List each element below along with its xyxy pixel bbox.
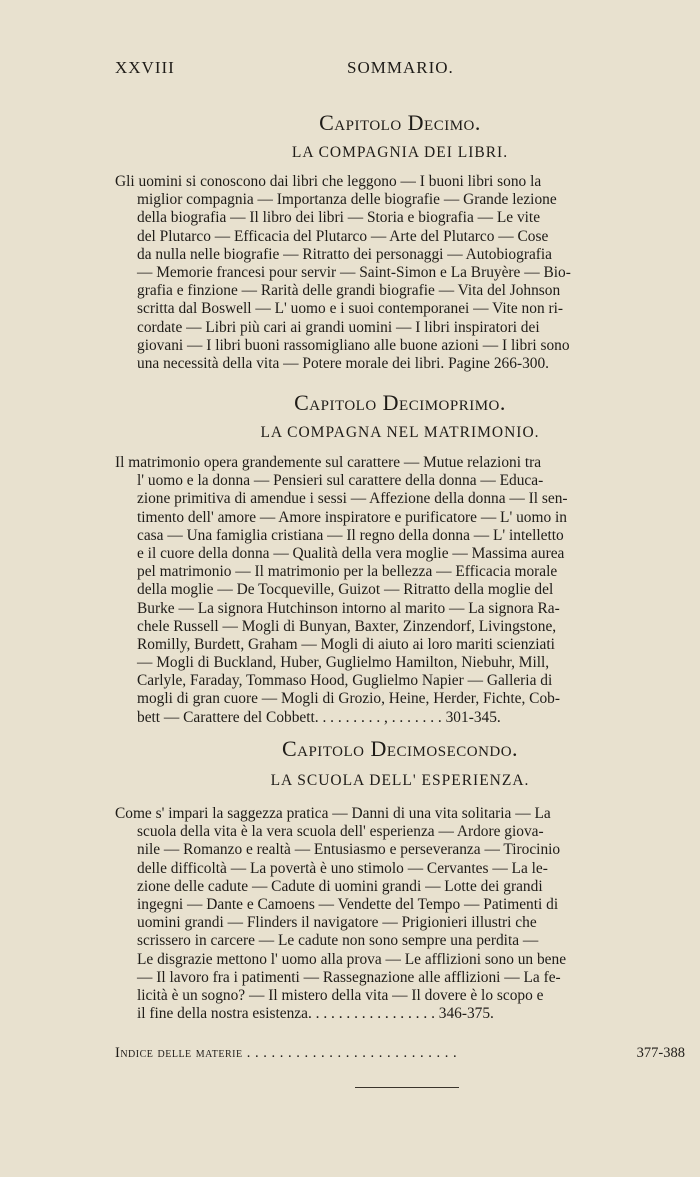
summary-line: una necessità della vita — Potere morale dei libri. Pagine 266-300. — [137, 354, 550, 372]
chapter-12-summary — [115, 805, 685, 1023]
summary-line: scrissero in carcere — Le cadute non sono sempre una perdita — — [137, 932, 539, 950]
closing-rule — [355, 1087, 459, 1088]
summary-line: — Memorie francesi pour servir — Saint-Simon e La Bruyère — Bio- — [137, 263, 571, 281]
summary-line: grafia e finzione — Rarità delle grandi biografie — Vita del Johnson — [137, 282, 561, 300]
page-folio: XXVIII — [115, 58, 175, 77]
chapter-12-heading: Capitolo Decimosecondo. — [281, 736, 519, 761]
summary-line: — Il lavoro fra i patimenti — Rassegnazione alle afflizioni — La fe- — [137, 968, 561, 986]
summary-line: miglior compagnia — Importanza delle biografie — Grande lezione — [137, 191, 557, 209]
index-pages: 377-388 — [636, 1045, 685, 1061]
summary-line: timento dell' amore — Amore inspiratore e purificatore — L' uomo in — [137, 508, 567, 526]
summary-line: Gli uomini si conoscono dai libri che leggono — I buoni libri sono la — [115, 173, 542, 190]
summary-line: della moglie — De Tocqueville, Guizot — Ritratto della moglie del — [137, 581, 554, 599]
chapter-11-subtitle: LA COMPAGNA NEL MATRIMONIO. — [260, 424, 540, 441]
summary-line: l' uomo e la donna — Pensieri sul carattere della donna — Educa- — [137, 472, 544, 490]
summary-line: giovani — I libri buoni rassomigliano alle buone azioni — I libri sono — [137, 336, 570, 354]
summary-line: Le disgrazie mettono l' uomo alla prova — Le afflizioni sono un bene — [137, 950, 567, 968]
summary-line: scritta dal Boswell — L' uomo e i suoi contemporanei — Vite non ri- — [137, 300, 564, 318]
summary-line: Romilly, Burdett, Graham — Mogli di aiuto ai loro mariti scienziati — [137, 635, 555, 653]
chapter-10-heading: Capitolo Decimo. — [319, 110, 481, 135]
summary-line: licità è un sogno? — Il mistero della vita — Il dovere è lo scopo e — [137, 986, 544, 1004]
summary-line: zione primitiva di amendue i sessi — Affezione della donna — Il sen- — [137, 490, 568, 508]
chapter-11-heading: Capitolo Decimoprimo. — [294, 390, 506, 415]
summary-line: cordate — Libri più cari ai grandi uomini — I libri inspiratori dei — [137, 318, 540, 336]
summary-line: della biografia — Il libro dei libri — Storia e biografia — Le vite — [137, 209, 541, 227]
chapter-10-summary — [115, 173, 685, 373]
summary-line: uomini grandi — Flinders il navigatore — Prigionieri illustri che — [137, 914, 537, 932]
running-head-title: SOMMARIO. — [347, 58, 454, 77]
summary-line: — Mogli di Buckland, Huber, Guglielmo Hamilton, Niebuhr, Mill, — [137, 654, 550, 672]
summary-line: e il cuore della donna — Qualità della vera moglie — Massima aurea — [137, 544, 565, 562]
summary-line: pel matrimonio — Il matrimonio per la bellezza — Efficacia morale — [137, 563, 558, 581]
summary-line: zione delle cadute — Cadute di uomini grandi — Lotte dei grandi — [137, 877, 543, 895]
chapter-12-subtitle: LA SCUOLA DELL' ESPERIENZA. — [270, 772, 530, 789]
summary-line: ingegni — Dante e Camoens — Vendette del Tempo — Patimenti di — [137, 895, 559, 913]
summary-line: delle difficoltà — La povertà è uno stimolo — Cervantes — La le- — [137, 859, 548, 877]
chapter-11-summary — [115, 454, 685, 727]
summary-line: bett — Carattere del Cobbett. . . . . . . . . , . . . . . . . 301-345. — [137, 708, 501, 726]
summary-line: il fine della nostra esistenza. . . . . . . . . . . . . . . . . 346-375. — [137, 1005, 494, 1023]
summary-line: chele Russell — Mogli di Bunyan, Baxter, Zinzendorf, Livingstone, — [137, 617, 557, 635]
summary-line: Burke — La signora Hutchinson intorno al marito — La signora Ra- — [137, 599, 560, 617]
summary-line: nile — Romanzo e realtà — Entusiasmo e perseveranza — Tirocinio — [137, 841, 561, 859]
index-entry — [115, 1045, 685, 1062]
summary-line: da nulla nelle biografie — Ritratto dei personaggi — Autobiografia — [137, 245, 553, 263]
summary-line: Il matrimonio opera grandemente sul carattere — Mutue relazioni tra — [115, 454, 542, 471]
summary-line: del Plutarco — Efficacia del Plutarco — Arte del Plutarco — Cose — [137, 227, 549, 245]
summary-line: Come s' impari la saggezza pratica — Danni di una vita solitaria — La — [115, 805, 551, 822]
chapter-10-subtitle: LA COMPAGNIA DEI LIBRI. — [291, 144, 509, 161]
summary-line: Carlyle, Faraday, Tommaso Hood, Guglielmo Napier — Galleria di — [137, 672, 553, 690]
summary-line: casa — Una famiglia cristiana — Il regno della donna — L' intelletto — [137, 526, 564, 544]
index-label: Indice delle materie . . . . . . . . . . . . . . . . . . . . . . . . . . — [115, 1045, 458, 1061]
summary-line: mogli di gran cuore — Mogli di Grozio, Heine, Herder, Fichte, Cob- — [137, 690, 560, 708]
summary-line: scuola della vita è la vera scuola dell' esperienza — Ardore giova- — [137, 823, 544, 841]
